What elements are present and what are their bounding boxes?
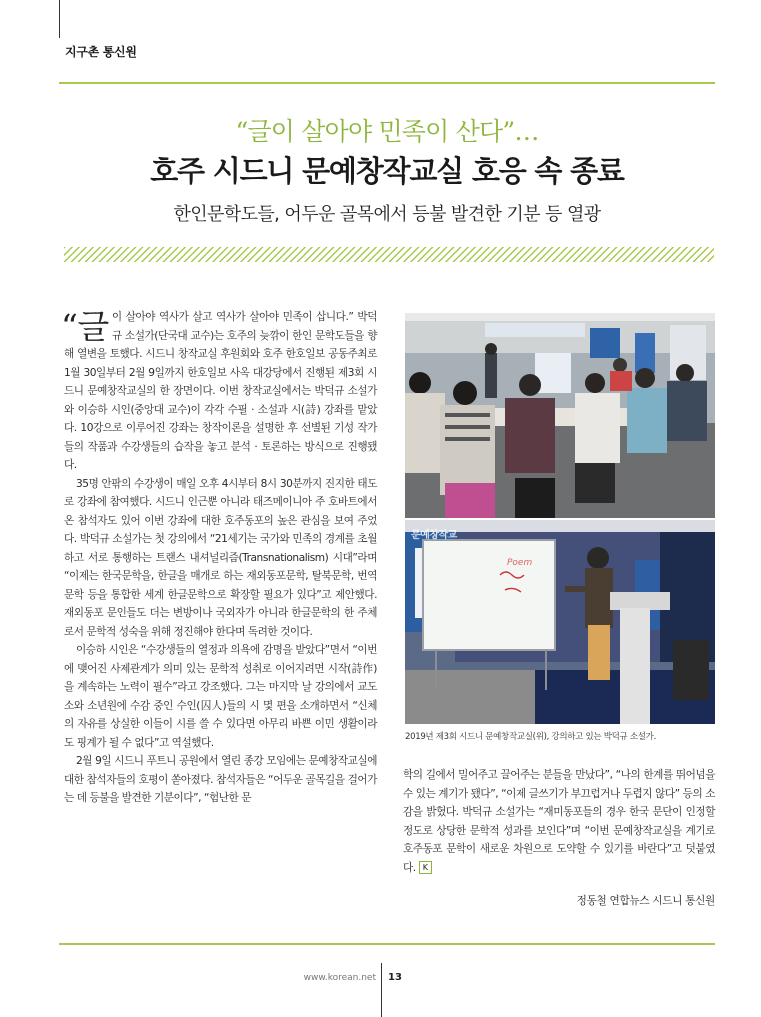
- photo-classroom: [405, 313, 715, 518]
- photo-classroom-image: [405, 313, 715, 518]
- footer-site[interactable]: www.korean.net: [303, 973, 376, 983]
- headline-title: 호주 시드니 문예창작교실 호응 속 종료: [150, 154, 624, 188]
- article-paragraph-4: 2월 9일 시드니 푸트니 공원에서 열린 종강 모임에는 문예창작교실에 대한 참석자들의 호평이 쏟아졌다. 참석자들은 “어두운 골목길을 걸어가는 데 등불을 발견한 기분이다”, “험난한 문: [64, 755, 377, 804]
- headline-subtitle: 한인문학도들, 어두운 골목에서 등불 발견한 기분 등 열광: [173, 204, 601, 225]
- article-paragraph-3: 이승하 시인은 “수강생들의 열정과 의욕에 감명을 받았다”면서 “이번에 맺어진 사제관계가 의미 있는 문학적 성취로 이어지려면 시작(詩作)을 계속하는 노력이 필수”라고 강조했다. 그는 마지막 날 강의에서 교도소와 소년원에 수감 중인 수인(囚人)들의 시 몇 편을 소개하면서 “신체의 자유를 상실한 이들이 시를 쓸 수 있다면 아무리 바쁜 이민 생활이라도 핑계가 될 수 없다”고 역설했다.: [64, 644, 377, 749]
- footer-divider: [59, 943, 715, 945]
- photo-caption: 2019년 제3회 시드니 문예창작교실(위), 강의하고 있는 박덕규 소설가.: [405, 732, 656, 742]
- page-number: 13: [388, 972, 402, 983]
- photo-banner-text: 문예창작교: [411, 530, 457, 541]
- photo-lecturer: [405, 520, 715, 724]
- footer-vertical-rule: [381, 963, 382, 1017]
- header-divider: [59, 82, 715, 84]
- article-byline: 정동철 연합뉴스 시드니 통신원: [576, 895, 715, 907]
- article-column-left: [61, 307, 377, 808]
- headline-kicker: “글이 살아야 민족이 산다”…: [235, 117, 539, 146]
- photo-lecturer-image: [405, 520, 715, 724]
- top-vertical-rule: [59, 0, 60, 38]
- drop-cap: “글: [61, 307, 109, 346]
- article-paragraph-2: 35명 안팎의 수강생이 매일 오후 4시부터 8시 30분까지 진지한 태도로 강좌에 참여했다. 시드니 인근뿐 아니라 태즈메이니아 주 호바트에서 온 참석자도 있어 이번 강좌에 대한 호주동포의 높은 관심을 보여 주었다. 박덕규 소설가는 첫 강의에서 “21세기는 국가와 민족의 경계를 초월하고 서로 통행하는 트랜스 내셔널리즘(Transnationalism) 시대”라며 “이제는 한국문학을, 한글을 매개로 하는 재외동포문학, 탈북문학, 번역문학 등을 통합한 세계 한글문학으로 확장할 필요가 있다”고 제안했다. 재외동포 문인들도 더는 변방이나 국외자가 아니라 한글문학의 한 주체로서 문학적 성숙을 위해 정진해야 한다며 독려한 것이다.: [64, 477, 377, 638]
- article-end-mark: K: [419, 861, 432, 874]
- whiteboard-writing: Poem: [507, 558, 533, 568]
- hatched-divider: [64, 247, 714, 262]
- article-paragraph-1: “글이 살아야 역사가 살고 역사가 살아야 민족이 삽니다.” 박덕규 소설가(단국대 교수)는 호주의 늦깎이 한인 문학도들을 향해 열변을 토했다. 시드니 창작교실 후원회와 호주 한호일보 공동주최로 1월 30일부터 2월 9일까지 한호일보 사옥 대강당에서 진행된 제3회 시드니 문예창작교실의 한 장면이다. 이번 창작교실에서는 박덕규 소설가와 이승하 시인(중앙대 교수)이 각각 수필 · 소설과 시(詩) 강좌를 맡았다. 10강으로 이루어진 강좌는 창작이론을 설명한 후 선별된 기성 작가들의 작품과 수강생들의 습작을 놓고 분석 · 토론하는 방식으로 진행됐다.: [61, 307, 377, 471]
- section-label: 지구촌 통신원: [65, 45, 137, 59]
- article-column-right: [403, 766, 715, 877]
- article-paragraph-5: 학의 길에서 밀어주고 끌어주는 분들을 만났다”, “나의 한계를 뛰어넘을 수 있는 계기가 됐다”, “이제 글쓰기가 부끄럽거나 두렵지 않다” 등의 소감을 밝혔다. 박덕규 소설가는 “재미동포들의 경우 한국 문단이 인정할 정도로 상당한 문학적 성과를 보인다”며 “이번 문예창작교실을 계기로 호주동포 문학이 새로운 차원으로 도약할 수 있기를 바란다”고 덧붙였다. K: [403, 769, 715, 874]
